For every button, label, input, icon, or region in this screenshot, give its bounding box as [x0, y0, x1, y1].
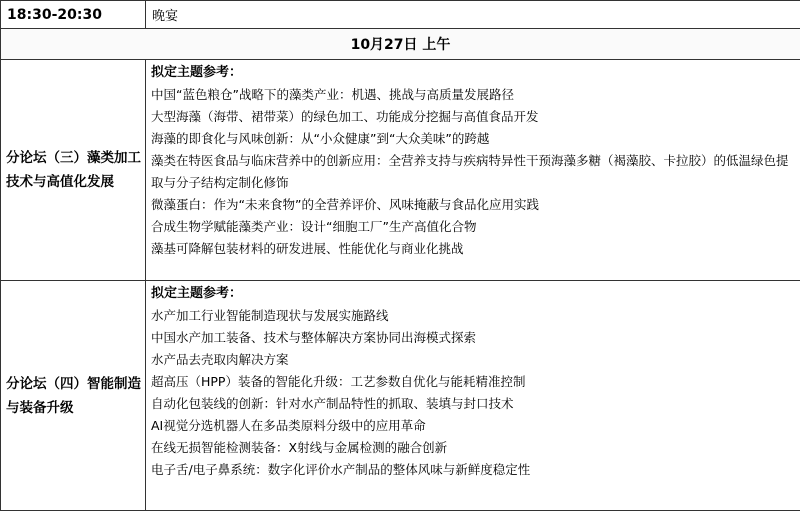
event-cell: 晚宴 — [146, 1, 800, 29]
topic-item: 大型海藻（海带、裙带菜）的绿色加工、功能成分挖掘与高值食品开发 — [151, 109, 539, 124]
topic-item: 海藻的即食化与风味创新：从“小众健康”到“大众美味”的跨越 — [151, 131, 490, 146]
forum-row — [1, 60, 800, 281]
topic-item: 水产加工行业智能制造现状与发展实施路线 — [151, 308, 389, 323]
topic-item: 电子舌/电子鼻系统：数字化评价水产制品的整体风味与新鲜度稳定性 — [151, 462, 531, 477]
topics-cell — [146, 281, 800, 511]
date-row — [1, 29, 800, 60]
time-cell: 18:30-20:30 — [1, 1, 146, 29]
evening-row — [1, 1, 800, 29]
topic-item: 超高压（HPP）装备的智能化升级：工艺参数自优化与能耗精准控制 — [151, 374, 526, 389]
topic-item: 微藻蛋白：作为“未来食物”的全营养评价、风味掩蔽与食品化应用实践 — [151, 197, 539, 212]
topic-item: 藻类在特医食品与临床营养中的创新应用：全营养支持与疾病特异性干预海藻多糖（褐藻胶、卡拉胶）的低温绿色提取与分子结构定制化修饰 — [151, 153, 789, 190]
topic-item: 自动化包装线的创新：针对水产制品特性的抓取、装填与封口技术 — [151, 396, 514, 411]
date-header: 10月27日 上午 — [1, 29, 800, 60]
ref-label: 拟定主题参考： — [151, 65, 243, 80]
forum-title: 分论坛（四）智能制造与装备升级 — [1, 281, 146, 511]
forum-row — [1, 281, 800, 511]
topic-item: 合成生物学赋能藻类产业：设计“细胞工厂”生产高值化合物 — [151, 219, 477, 234]
topic-item: 水产品去壳取肉解决方案 — [151, 352, 289, 367]
ref-label: 拟定主题参考： — [151, 286, 243, 301]
forum-title: 分论坛（三）藻类加工技术与高值化发展 — [1, 60, 146, 281]
topic-item: 藻基可降解包装材料的研发进展、性能优化与商业化挑战 — [151, 241, 464, 256]
topics-cell — [146, 60, 800, 281]
topic-item: AI视觉分选机器人在多品类原料分级中的应用革命 — [151, 418, 426, 433]
topic-item: 在线无损智能检测装备：X射线与金属检测的融合创新 — [151, 440, 448, 455]
topic-item: 中国“蓝色粮仓”战略下的藻类产业：机遇、挑战与高质量发展路径 — [151, 87, 514, 102]
topic-item: 中国水产加工装备、技术与整体解决方案协同出海模式探索 — [151, 330, 477, 345]
